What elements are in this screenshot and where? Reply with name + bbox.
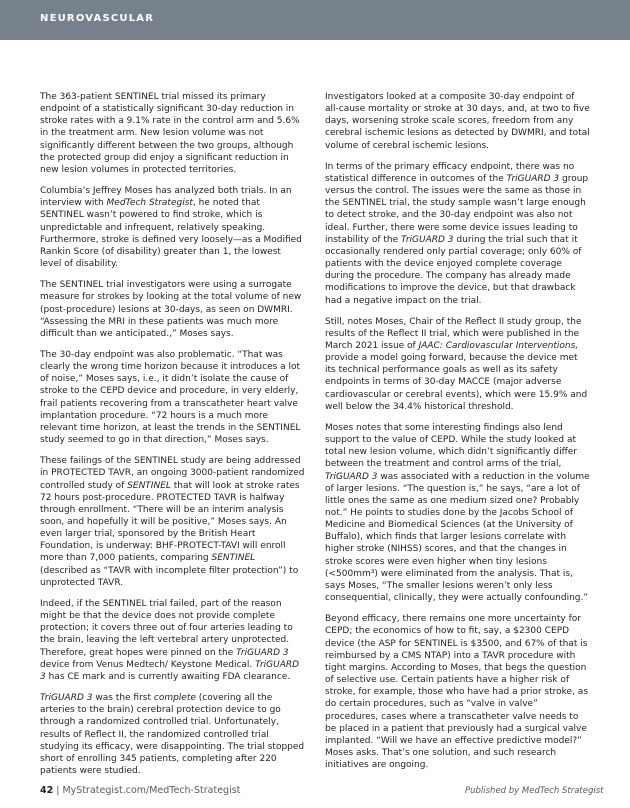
text-run: was the first [92, 693, 154, 704]
paragraph [40, 91, 305, 176]
italic-text-run: SENTINEL [211, 553, 256, 564]
text-run: provide a model going forward, because the device met its technical performance goals as well as its safety endpoints in terms of 30-day MACCE (major adverse cardiovascular or cerebral events), which were 15.9% and well below the 34.4% historical threshold. [325, 353, 588, 412]
text-run: Investigators looked at a composite 30-day endpoint of all-cause mortality or stroke at 30 days, and, at two to five days, worsening stroke scale scores, freedom from any cerebral ischemic lesions as detected by DWMRI, and total volume of cerebral ischemic lesions. [325, 92, 590, 151]
text-run: In terms of the primary efficacy endpoint, there was no statistical difference in outcomes of the [325, 161, 575, 184]
paragraph [40, 455, 305, 589]
italic-text-run: TriGUARD 3 [236, 647, 289, 658]
text-run: The 363-patient SENTINEL trial missed its primary endpoint of a statistically significant 30-day reduction in stroke rates with a 9.1% rate in the control arm and 5.6% in the treatment arm. New lesion volume was not significantly different between the two groups, although the protected group did enjoy a significant reduction in new lesion volumes in protected territories. [40, 92, 300, 175]
text-run: These failings of the SENTINEL study are being addressed in PROTECTED TAVR, an ongoing 3000-patient randomized controlled study of [40, 456, 305, 491]
paragraph [40, 279, 305, 340]
text-run: The SENTINEL trial investigators were using a surrogate measure for strokes by looking at the total volume of new (post-procedure) lesions at 30-days, as seen on DWMRI. “Assessing the MRI in these patients was much more difficult than we anticipated.,” Moses says. [40, 280, 302, 339]
italic-text-run: MedTech Strategist [106, 198, 193, 209]
text-run: group versus the control. The issues were the same as those in the SENTINEL trial, the study sample wasn’t large enough to detect stroke, and the 30-day endpoint was also not ideal. Further, there were some device issues leading to instability of the [325, 173, 589, 245]
text-run: during the trial such that it occasionally rendered only partial coverage; only 60% of patients with the device enjoyed complete coverage during the procedure. The company has already made modifications to improve the device, but that drawback had a negative impact on the trial. [325, 234, 582, 306]
text-run: , he noted that SENTINEL wasn’t powered to find stroke, which is unpredictable and infrequent, relatively speaking. Furthermore, stroke is defined very loosely—as a Modified Rankin Score (of disability) greater than 1, the lowest level of disability. [40, 198, 302, 270]
page-number: 42 [40, 785, 54, 796]
italic-text-run: TriGUARD 3 [325, 471, 378, 482]
italic-text-run: TriGUARD 3 [40, 659, 300, 682]
right-text-column [325, 91, 590, 780]
paragraph [325, 613, 590, 771]
italic-text-run: TriGUARD 3 [506, 173, 560, 184]
footer-site: MyStrategist.com/MedTech-Strategist [62, 785, 241, 796]
italic-text-run: JAAC: Cardiovascular Interventions, [418, 340, 579, 351]
italic-text-run: complete [153, 693, 196, 704]
text-run: (covering all the arteries to the brain) cerebral protection device to go through a randomized controlled trial. Unfortunately, results of Reflect II, the randomized controlled trial studying its efficacy, were disappointing. The trial stopped short of enrolling 345 patients, completing after 220 patients were studied. [40, 693, 305, 776]
text-run: device from Venus Medtech/ Keystone Medical. [40, 659, 256, 670]
italic-text-run: SENTINEL [127, 480, 171, 491]
section-label: NEUROVASCULAR [40, 13, 155, 24]
text-run: Moses notes that some interesting findings also lend support to the value of CEPD. While the study looked at total new lesion volume, which didn’t significantly differ between the treatment and control arms of the trial, [325, 422, 578, 470]
text-run: Indeed, if the SENTINEL trial failed, part of the reason might be that the device does not provide complete protection; it covers three out of four arteries leading to the brain, leaving the left vertebral artery unprotected. Therefore, great hopes were pinned on the [40, 598, 293, 658]
text-run: (described as “TAVR with incomplete filter protection”) to unprotected TAVR. [40, 565, 299, 588]
paragraph [40, 349, 305, 446]
text-run: The 30-day endpoint was also problematic. “That was clearly the wrong time horizon because it introduces a lot of noise,” Moses says, i.e., it didn’t isolate the cause of stroke to the CEPD device and procedure, in very elderly, frail patients recovering from a transcatheter heart valve implantation procedure. “72 hours is a much more relevant time horizon, at least the trends in the SENTINEL study seemed to go in that direction,” Moses says. [40, 349, 301, 446]
italic-text-run: TriGUARD 3 [40, 693, 93, 704]
paragraph [325, 316, 590, 413]
paragraph [40, 598, 305, 683]
text-run: Still, notes Moses, Chair of the Reflect II study group, the results of the Reflect II trial, which were published in the March 2021 issue of [325, 316, 582, 351]
paragraph [40, 185, 305, 270]
footer-publisher: Published by MedTech Strategist [465, 786, 604, 796]
text-run: Columbia’s Jeffrey Moses has analyzed both trials. In an interview with [40, 186, 292, 209]
footer-separator: | [53, 785, 63, 796]
left-text-column [40, 91, 305, 786]
section-header-bar [0, 0, 630, 40]
italic-text-run: TriGUARD 3 [401, 234, 454, 245]
text-run: was associated with a reduction in the volume of larger lesions. “The question is,” he says, “are a lot of little ones the same as one medium sized one? Probably not.” He points to studies done by the Jacobs School of Medicine and Biomedical Sciences (at the University of Buffalo), which finds that larger lesions correlate with higher stroke (NIHSS) scores, and that the changes in stroke scores were even higher when tiny lesions (<500mm³) were eliminated from the analysis. That is, says Moses, “The smaller lesions weren’t only less consequential, clinically, they were actually confounding.” [325, 471, 590, 604]
text-run: that will look at stroke rates 72 hours post-procedure. PROTECTED TAVR is halfway through enrollment. “There will be an interim analysis soon, and hopefully it will be positive,” Moses says. An even larger trial, sponsored by the British Heart Foundation, is underway: BHF-PROTECT-TAVI will enroll more than 7,000 patients, comparing [40, 480, 300, 564]
paragraph [40, 692, 305, 777]
paragraph [325, 91, 590, 152]
paragraph [325, 161, 590, 307]
text-run: has CE mark and is currently awaiting FDA clearance. [45, 671, 291, 682]
text-run: Beyond efficacy, there remains one more uncertainty for CEPD; the economics of how to fit, say, a $2300 CEPD device (the ASP for SENTINEL is $3500, and 67% of that is reimbursed by a CMS NTAP) into a TAVR procedure with tight margins. According to Moses, that begs the question of selective use. Certain patients have a higher risk of stroke, for example, those who have had a prior stroke, as do certain procedures, such as “valve in valve” procedures, cases where a transcatheter valve needs to be placed in a patient that previously had a surgical valve implanted. “Will we have an effective predictive model?” Moses asks. That’s one solution, and such research initiatives are ongoing. [325, 614, 589, 771]
footer-left [40, 785, 240, 796]
paragraph [325, 422, 590, 604]
